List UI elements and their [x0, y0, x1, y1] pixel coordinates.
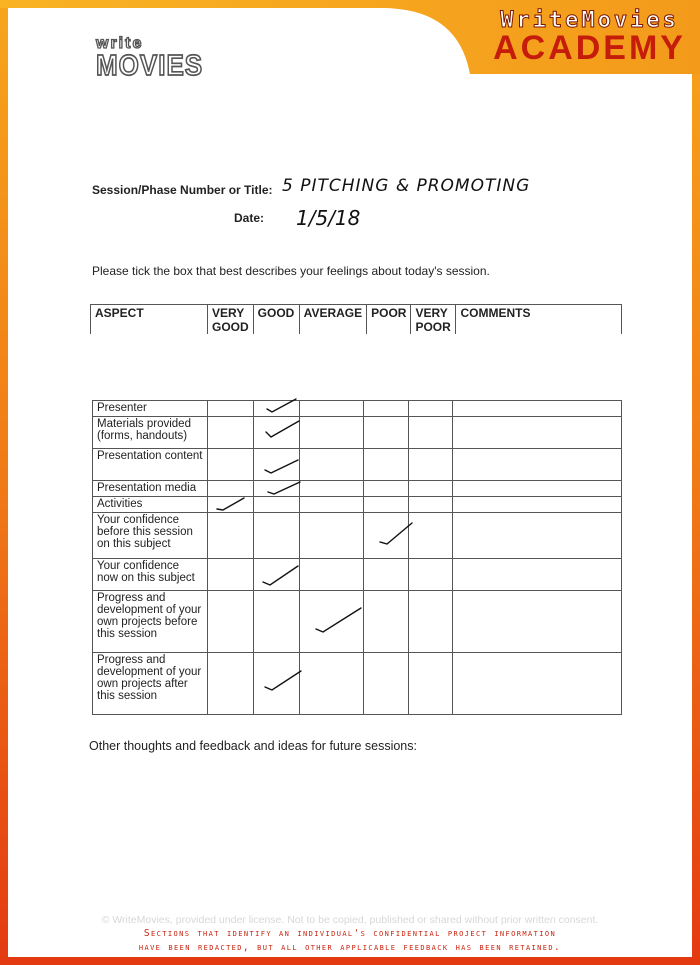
- row-aspect: Materials provided (forms, handouts): [93, 417, 208, 449]
- tick-presenter: [267, 399, 296, 412]
- row-aspect: Presentation content: [93, 449, 208, 481]
- header-average: AVERAGE: [299, 305, 366, 335]
- row-aspect: Your confidence now on this subject: [93, 559, 208, 591]
- tick-activities: [217, 498, 244, 510]
- tick-content: [265, 460, 298, 473]
- header-very-poor: VERY POOR: [411, 305, 456, 335]
- other-thoughts-label: Other thoughts and feedback and ideas for future sessions:: [89, 739, 417, 753]
- tick-progress-after: [265, 671, 301, 690]
- redaction-notice-line-1: Sections that identify an individual's confidential project information: [143, 928, 557, 939]
- row-aspect: Activities: [93, 497, 208, 513]
- header-poor: POOR: [367, 305, 411, 335]
- brand-title: WriteMovies: [500, 8, 679, 33]
- row-aspect: Progress and development of your own projects after this session: [93, 653, 208, 715]
- row-aspect: Progress and development of your own projects before this session: [93, 591, 208, 653]
- redaction-notice-line-2: have been redacted, but all other applicable feedback has been retained.: [138, 942, 562, 953]
- row-aspect: Presentation media: [93, 481, 208, 497]
- row-aspect: Presenter: [93, 401, 208, 417]
- header-very-good: VERY GOOD: [208, 305, 254, 335]
- header-good: GOOD: [253, 305, 299, 335]
- session-value: 5 PITCHING & PROMOTING: [282, 176, 531, 196]
- tick-confidence-now: [263, 566, 298, 585]
- header-aspect: ASPECT: [91, 305, 208, 335]
- tick-confidence-before: [380, 523, 412, 544]
- instructions: Please tick the box that best describes your feelings about today's session.: [92, 264, 490, 278]
- header-comments: COMMENTS: [456, 305, 622, 335]
- date-value: 1/5/18: [296, 206, 361, 230]
- tick-materials: [266, 421, 299, 437]
- tick-media: [268, 482, 300, 494]
- logo-line-1: write: [96, 35, 144, 52]
- logo-line-2: MOVIES: [96, 48, 204, 82]
- row-aspect: Your confidence before this session on this subject: [93, 513, 208, 559]
- session-label: Session/Phase Number or Title:: [92, 183, 273, 197]
- brand-subtitle: ACADEMY: [493, 29, 686, 67]
- tick-progress-before: [316, 608, 361, 632]
- copyright-notice: © WriteMovies, provided under license. Not to be copied, published or shared without prior written consent.: [101, 914, 599, 926]
- date-label: Date:: [234, 211, 265, 225]
